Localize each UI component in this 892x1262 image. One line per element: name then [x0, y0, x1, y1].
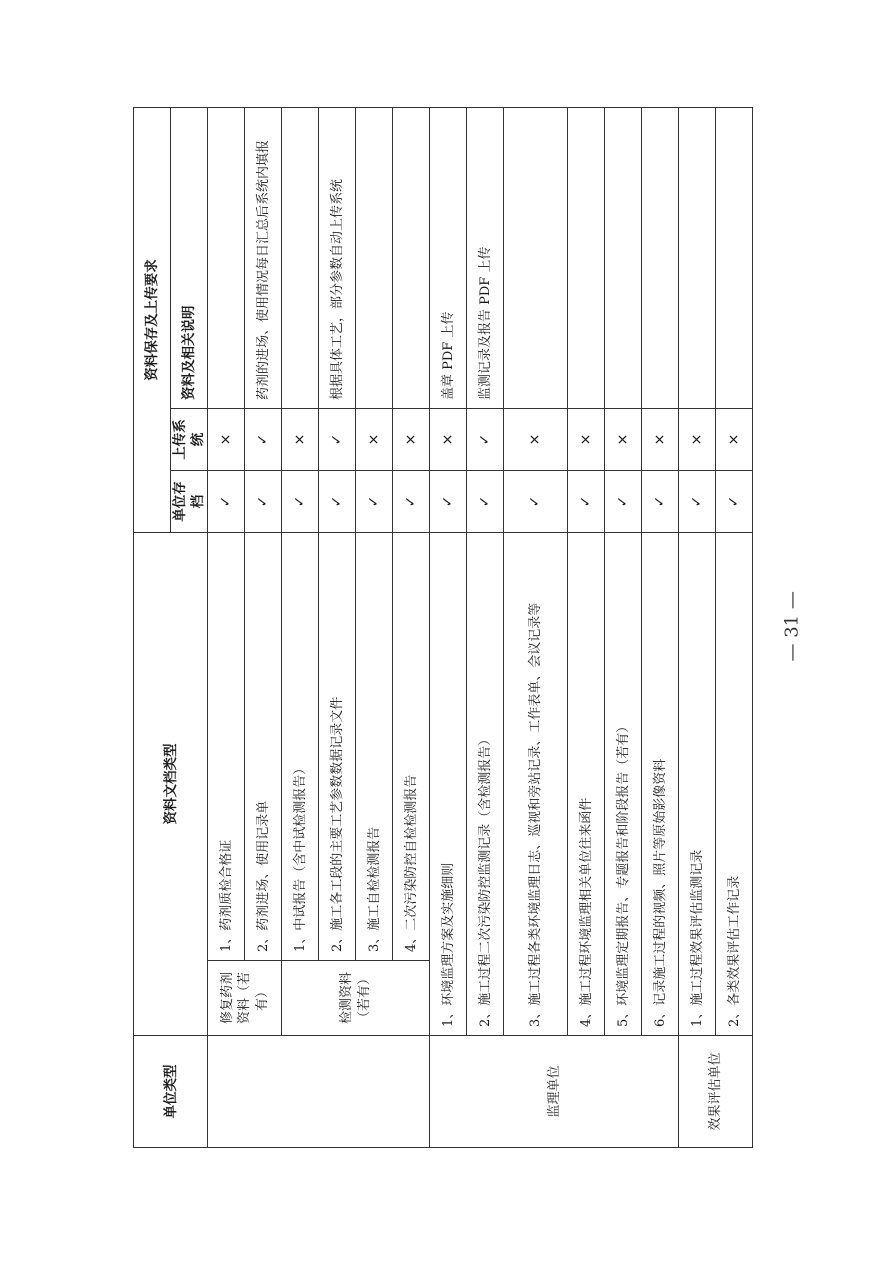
table-row [467, 107, 504, 1147]
table-row [568, 107, 605, 1147]
upload-mark: ✓ [467, 409, 504, 471]
unit-cell-blank [208, 1036, 430, 1148]
upload-mark: × [393, 409, 430, 471]
archive-mark: ✓ [642, 471, 679, 533]
row-note: 根据具体工艺，部分参数自动上传系统 [319, 107, 356, 408]
page-number: — 31 — [781, 591, 803, 662]
header-unit-archive: 单位存档 [171, 471, 208, 533]
rotated-table-container [133, 108, 742, 1148]
row-note [716, 107, 753, 408]
row-note [208, 107, 245, 408]
group-testing: 检测资料（若有） [282, 961, 430, 1036]
row-note: 监测记录及报告 PDF 上传 [467, 107, 504, 408]
header-notes: 资料及相关说明 [171, 107, 208, 408]
upload-mark: × [356, 409, 393, 471]
row-note [282, 107, 319, 408]
upload-mark: × [679, 409, 716, 471]
archive-mark: ✓ [605, 471, 642, 533]
archive-mark: ✓ [356, 471, 393, 533]
row-item: 2、各类效果评估工作记录 [716, 533, 753, 1036]
header-doc-type: 资料文档类型 [134, 533, 208, 1036]
table-row [504, 107, 568, 1147]
header-row-1 [134, 107, 171, 1147]
upload-mark: ✓ [245, 409, 282, 471]
row-item: 1、环境监理方案及实施细则 [430, 533, 467, 1036]
row-item: 5、环境监理定期报告、专题报告和阶段报告（若有） [605, 533, 642, 1036]
row-item: 1、施工过程效果评估监测记录 [679, 533, 716, 1036]
archive-mark: ✓ [282, 471, 319, 533]
archive-mark: ✓ [716, 471, 753, 533]
upload-mark: × [605, 409, 642, 471]
archive-mark: ✓ [430, 471, 467, 533]
group-repair: 修复药剂资料（若有） [208, 961, 282, 1036]
row-item: 6、记录施工过程的视频、照片等原始影像资料 [642, 533, 679, 1036]
table-row [679, 107, 716, 1147]
header-unit-type: 单位类型 [134, 1036, 208, 1148]
archive-mark: ✓ [393, 471, 430, 533]
archive-mark: ✓ [245, 471, 282, 533]
table-row [282, 107, 319, 1147]
row-note [642, 107, 679, 408]
table-row [716, 107, 753, 1147]
archive-mark: ✓ [467, 471, 504, 533]
archive-mark: ✓ [208, 471, 245, 533]
document-table [133, 107, 753, 1148]
archive-mark: ✓ [504, 471, 568, 533]
upload-mark: × [430, 409, 467, 471]
archive-mark: ✓ [319, 471, 356, 533]
row-note [504, 107, 568, 408]
row-item: 2、药剂进场、使用记录单 [245, 533, 282, 961]
header-upload-system: 上传系统 [171, 409, 208, 471]
row-item: 4、施工过程环境监理相关单位往来函件 [568, 533, 605, 1036]
table-row [642, 107, 679, 1147]
row-item: 2、施工各工段的主要工艺参数数据记录文件 [319, 533, 356, 961]
upload-mark: × [642, 409, 679, 471]
row-item: 4、二次污染防控自检检测报告 [393, 533, 430, 961]
row-item: 1、药剂质检合格证 [208, 533, 245, 961]
row-note: 药剂的进场、使用情况每日汇总后系统内填报 [245, 107, 282, 408]
table-row [208, 107, 245, 1147]
upload-mark: × [282, 409, 319, 471]
upload-mark: × [208, 409, 245, 471]
archive-mark: ✓ [679, 471, 716, 533]
unit-supervision: 监理单位 [430, 1036, 679, 1148]
row-item: 3、施工自检检测报告 [356, 533, 393, 961]
upload-mark: ✓ [319, 409, 356, 471]
row-item: 2、施工过程二次污染防控监测记录（含检测报告） [467, 533, 504, 1036]
upload-mark: × [716, 409, 753, 471]
row-note [679, 107, 716, 408]
unit-evaluation: 效果评估单位 [679, 1036, 753, 1148]
row-note [568, 107, 605, 408]
row-item: 1、中试报告（含中试检测报告） [282, 533, 319, 961]
header-storage-req: 资料保存及上传要求 [134, 107, 171, 532]
row-note [605, 107, 642, 408]
table-row [430, 107, 467, 1147]
row-note: 盖章 PDF 上传 [430, 107, 467, 408]
row-note [356, 107, 393, 408]
archive-mark: ✓ [568, 471, 605, 533]
upload-mark: × [568, 409, 605, 471]
table-row [605, 107, 642, 1147]
upload-mark: × [504, 409, 568, 471]
row-note [393, 107, 430, 408]
row-item: 3、施工过程各类环境监理日志、巡视和旁站记录、工作表单、会议记录等 [504, 533, 568, 1036]
